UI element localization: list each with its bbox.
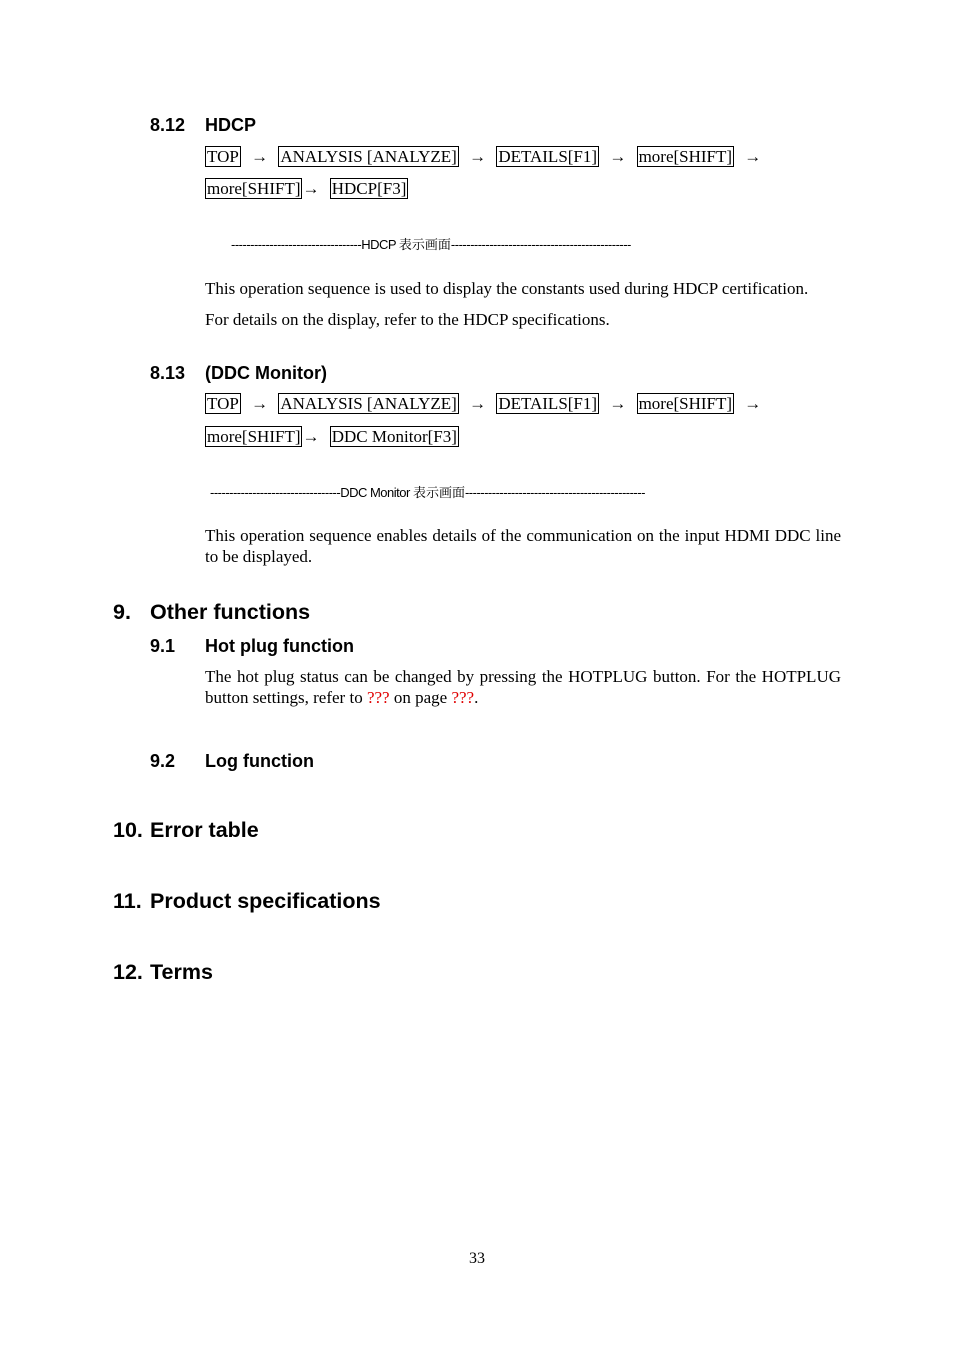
- caption-right: -----------------------------------------------: [450, 237, 631, 252]
- chapter-title-error-table: Error table: [150, 818, 259, 842]
- chapter-title-product-specifications: Product specifications: [150, 889, 381, 913]
- section-number-9-2: 9.2: [150, 751, 176, 771]
- chapter-number-10: 10.: [113, 818, 143, 842]
- paragraph-text: The hot plug status can be changed by pressing the HOTPLUG button. For the HOTPLUG button settings, refer to: [205, 667, 841, 707]
- arrow-icon: →: [609, 394, 627, 413]
- paragraph-text: .: [474, 688, 479, 707]
- page-number: 33: [469, 1250, 485, 1267]
- arrow-icon: →: [469, 147, 487, 166]
- section-title-hot-plug: Hot plug function: [205, 636, 354, 656]
- key-analysis: ANALYSIS [ANALYZE]: [280, 394, 457, 413]
- broken-reference: ???: [451, 688, 475, 707]
- figure-placeholder-ddc: [210, 485, 645, 502]
- chapter-number-11: 11.: [113, 889, 142, 913]
- arrow-icon: →: [744, 394, 762, 413]
- arrow-icon: →: [251, 394, 269, 413]
- section-title-hdcp: HDCP: [205, 115, 257, 135]
- paragraph-text: on page: [389, 688, 452, 707]
- menu-sequence-hdcp-line2: [205, 178, 408, 200]
- arrow-icon: →: [302, 179, 320, 198]
- section-number-9-1: 9.1: [150, 636, 176, 656]
- arrow-icon: →: [302, 427, 320, 446]
- key-ddc-monitor: DDC Monitor[F3]: [331, 427, 457, 446]
- menu-sequence-ddc-line2: [205, 426, 459, 448]
- section-number-8-12: 8.12: [150, 115, 186, 135]
- key-details: DETAILS[F1]: [498, 394, 598, 413]
- section-title-log-function: Log function: [205, 751, 314, 771]
- key-more: more[SHIFT]: [638, 394, 733, 413]
- section-title-ddc-monitor: (DDC Monitor): [205, 363, 327, 383]
- key-top: TOP: [207, 147, 239, 166]
- caption-cjk: 表示画面: [412, 486, 465, 501]
- key-details: DETAILS[F1]: [498, 147, 598, 166]
- arrow-icon: →: [251, 147, 269, 166]
- paragraph-hdcp-1: This operation sequence is used to display the constants used during HDCP certification.: [205, 279, 809, 298]
- arrow-icon: →: [744, 147, 762, 166]
- chapter-number-9: 9.: [113, 600, 131, 624]
- section-number-8-13: 8.13: [150, 363, 186, 383]
- key-hdcp: HDCP[F3]: [331, 179, 407, 198]
- key-more: more[SHIFT]: [638, 147, 733, 166]
- key-top: TOP: [207, 394, 239, 413]
- paragraph-ddc-1: This operation sequence enables details of the communication on the input HDMI DDC line to be displayed.: [205, 526, 841, 566]
- menu-sequence-hdcp-line1: [205, 146, 767, 168]
- paragraph-hot-plug: [205, 666, 841, 708]
- key-more: more[SHIFT]: [207, 427, 301, 446]
- caption-right: -----------------------------------------------: [464, 485, 645, 500]
- key-analysis: ANALYSIS [ANALYZE]: [280, 147, 457, 166]
- caption-left: ----------------------------------DDC Monitor: [210, 485, 413, 500]
- caption-cjk: 表示画面: [398, 238, 451, 253]
- menu-sequence-ddc-line1: [205, 393, 767, 415]
- broken-reference: ???: [366, 688, 390, 707]
- chapter-title-other-functions: Other functions: [150, 600, 311, 624]
- arrow-icon: →: [609, 147, 627, 166]
- paragraph-hdcp-2: For details on the display, refer to the HDCP specifications.: [205, 310, 610, 329]
- figure-placeholder-hdcp: [231, 237, 631, 254]
- chapter-title-terms: Terms: [150, 960, 213, 984]
- arrow-icon: →: [469, 394, 487, 413]
- caption-left: ----------------------------------HDCP: [231, 237, 399, 252]
- chapter-number-12: 12.: [113, 960, 143, 984]
- key-more: more[SHIFT]: [207, 179, 301, 198]
